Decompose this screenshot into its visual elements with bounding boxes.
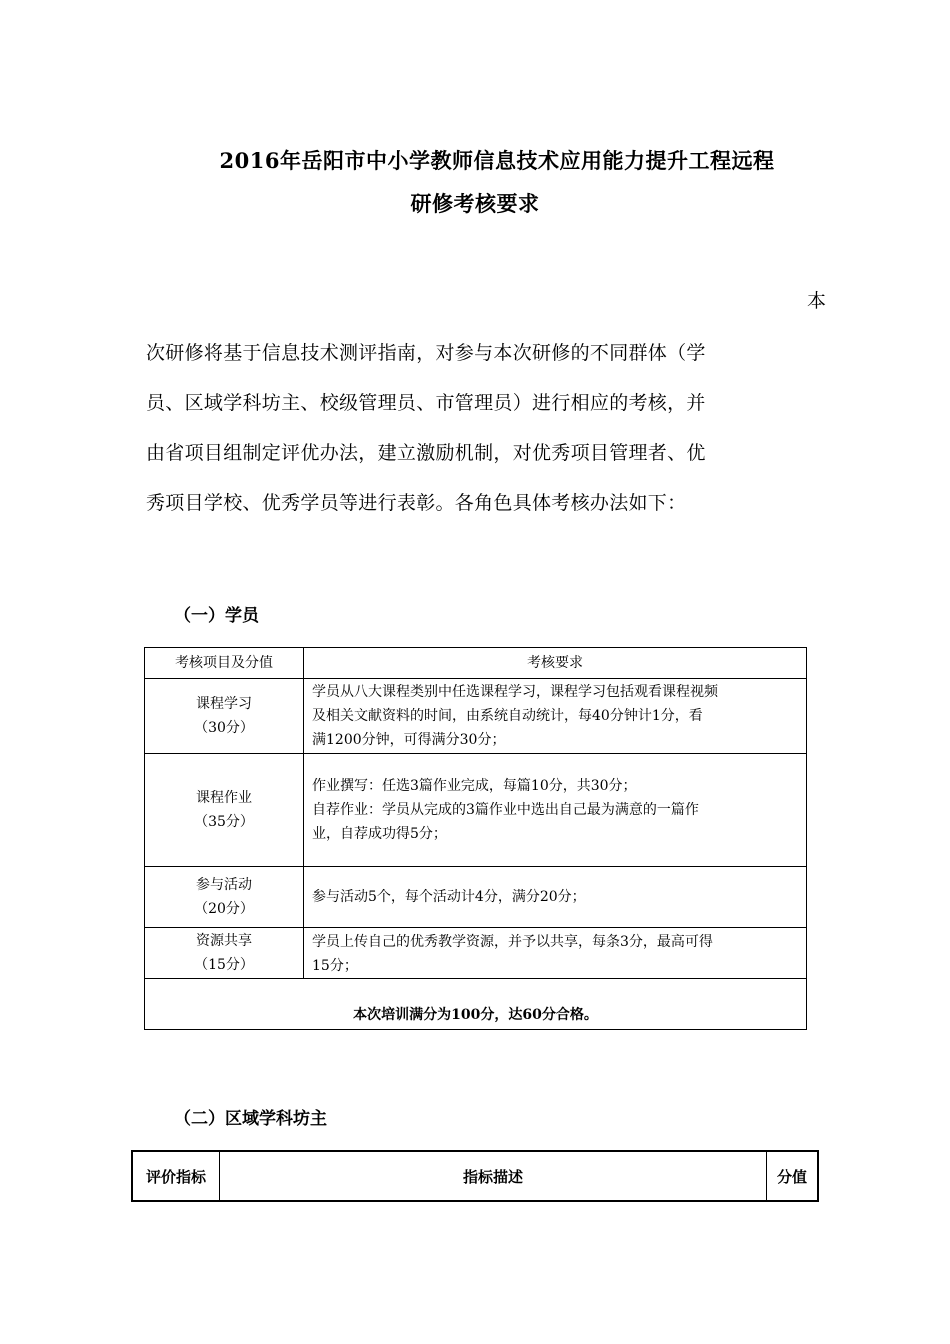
requirement-line: 15分；: [312, 958, 358, 974]
requirement-cell: [304, 928, 807, 979]
coordinator-assessment-table: [131, 1150, 819, 1202]
item-score: （30分）: [194, 720, 254, 736]
item-name: 课程学习: [196, 696, 252, 712]
item-cell: [145, 928, 304, 979]
header-indicator: 评价指标: [132, 1151, 220, 1201]
table-row: [145, 679, 807, 754]
item-name: 资源共享: [196, 933, 252, 949]
section2-heading: （二）区域学科坊主: [174, 1109, 327, 1129]
item-score: （35分）: [194, 814, 254, 830]
document-title-line2: 研修考核要求: [410, 191, 540, 216]
pass-criteria: 本次培训满分为100分，达60分合格。: [145, 979, 807, 1030]
requirement-line: 满1200分钟，可得满分30分；: [312, 732, 506, 748]
requirement-line: 学员上传自己的优秀教学资源，并予以共享，每条3分，最高可得: [312, 934, 713, 950]
intro-line: 由省项目组制定评优办法，建立激励机制，对优秀项目管理者、优: [146, 442, 706, 464]
item-score: （20分）: [194, 901, 254, 917]
requirement-line: 作业撰写：任选3篇作业完成，每篇10分，共30分；: [312, 778, 637, 794]
table-header-row: [145, 648, 807, 679]
requirement-line: 及相关文献资料的时间，由系统自动统计，每40分钟计1分，看: [312, 708, 703, 724]
requirement-line: 参与活动5个，每个活动计4分，满分20分；: [312, 889, 586, 905]
header-requirements: 考核要求: [304, 648, 807, 679]
header-item-score: 考核项目及分值: [145, 648, 304, 679]
intro-line: 秀项目学校、优秀学员等进行表彰。各角色具体考核办法如下：: [146, 492, 687, 514]
item-cell: [145, 679, 304, 754]
requirement-cell: [304, 679, 807, 754]
intro-paragraph: [146, 328, 810, 528]
header-description: 指标描述: [220, 1151, 767, 1201]
table-row: [145, 867, 807, 928]
item-name: 课程作业: [196, 790, 252, 806]
student-assessment-table: [144, 647, 807, 1030]
item-cell: [145, 754, 304, 867]
requirement-cell: [304, 754, 807, 867]
table-row: [145, 754, 807, 867]
requirement-line: 自荐作业：学员从完成的3篇作业中选出自己最为满意的一篇作: [312, 802, 699, 818]
intro-line: 次研修将基于信息技术测评指南，对参与本次研修的不同群体（学: [146, 342, 706, 364]
item-cell: [145, 867, 304, 928]
table-header-row: [132, 1151, 818, 1201]
requirement-cell: [304, 867, 807, 928]
document-title-line1: 2016年岳阳市中小学教师信息技术应用能力提升工程远程: [219, 148, 775, 173]
header-score: 分值: [767, 1151, 819, 1201]
intro-line: 员、区域学科坊主、校级管理员、市管理员）进行相应的考核，并: [146, 392, 706, 414]
requirement-line: 学员从八大课程类别中任选课程学习，课程学习包括观看课程视频: [312, 684, 718, 700]
intro-first-char: 本: [807, 290, 827, 312]
table-row: [145, 928, 807, 979]
item-name: 参与活动: [196, 877, 252, 893]
table-footer-row: [145, 979, 807, 1030]
section1-heading: （一）学员: [174, 606, 259, 626]
item-score: （15分）: [194, 957, 254, 973]
requirement-line: 业，自荐成功得5分；: [312, 826, 447, 842]
